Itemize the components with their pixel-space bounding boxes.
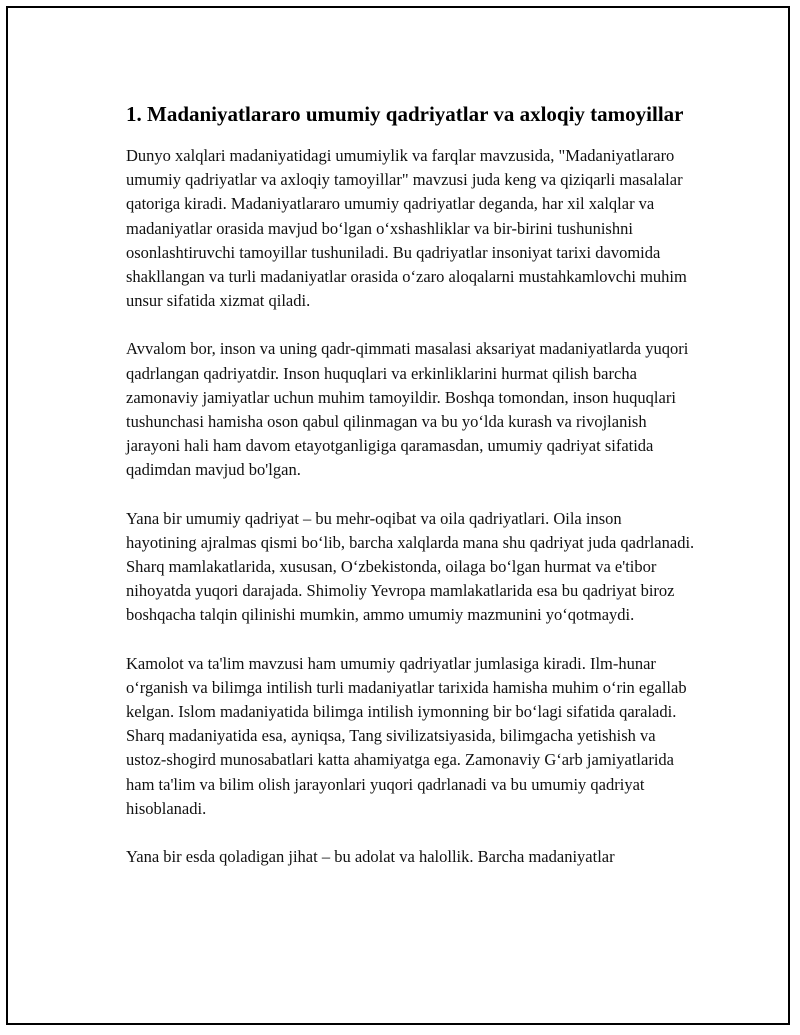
page-frame: [6, 6, 790, 1025]
paragraph-human-dignity: Avvalom bor, inson va uning qadr-qimmati masalasi aksariyat madaniyatlarda yuqori qadrlangan qadriyatdir. Inson huquqlari va erkinliklarini hurmat qilish barcha zamonaviy jamiyatlar uchun muhim tamoyildir. Boshqa tomondan, inson huquqlari tushunchasi hamisha oson qabul qilinmagan va bu yo‘lda kurash va rivojlanish jarayoni hali ham davom etayotganligiga qaramasdan, umumiy qadriyat sifatida qadimdan mavjud bo'lgan.: [126, 339, 689, 480]
paragraph-justice: Yana bir esda qoladigan jihat – bu adolat va halollik. Barcha madaniyatlar: [126, 847, 615, 867]
paragraph-intro: Dunyo xalqlari madaniyatidagi umumiylik va farqlar mavzusida, "Madaniyatlararo umumiy qadriyatlar va axloqiy tamoyillar" mavzusi juda keng va qiziqarli masalalar qatoriga kiradi. Madaniyatlararo umumiy qadriyatlar deganda, har xil xalqlar va madaniyatlar orasida mavjud bo‘lgan o‘xshashliklar va bir-birini tushunishni osonlashtiruvchi tamoyillar tushuniladi. Bu qadriyatlar insoniyat tarixi davomida shakllangan va turli madaniyatlar orasida o‘zaro aloqalarni mustahkamlovchi muhim unsur sifatida xizmat qiladi.: [126, 146, 687, 311]
section-heading: 1. Madaniyatlararo umumiy qadriyatlar va axloqiy tamoyillar: [126, 102, 684, 126]
document-body: [126, 100, 696, 893]
paragraph-education: Kamolot va ta'lim mavzusi ham umumiy qadriyatlar jumlasiga kiradi. Ilm-hunar o‘rganish va bilimga intilish turli madaniyatlar tarixida hamisha muhim o‘rin egallab kelgan. Islom madaniyatida bilimga intilish iymonning bir bo‘lagi sifatida qaraladi. Sharq madaniyatida esa, ayniqsa, Tang sivilizatsiyasida, bilimgacha yetishish va ustoz-shogird munosabatlari katta ahamiyatga ega. Zamonaviy G‘arb jamiyatlarida ham ta'lim va bilim olish jarayonlari yuqori qadrlanadi va bu umumiy qadriyat hisoblanadi.: [126, 653, 687, 818]
paragraph-family-values: Yana bir umumiy qadriyat – bu mehr-oqibat va oila qadriyatlari. Oila inson hayotining ajralmas qismi bo‘lib, barcha xalqlarda mana shu qadriyat juda qadrlanadi. Sharq mamlakatlarida, xususan, O‘zbekistonda, oilaga bo‘lgan hurmat va e'tibor nihoyatda yuqori darajada. Shimoliy Yevropa mamlakatlarida esa bu qadriyat biroz boshqacha talqin qilinishi mumkin, ammo umumiy mazmunini yo‘qotmaydi.: [126, 508, 695, 625]
